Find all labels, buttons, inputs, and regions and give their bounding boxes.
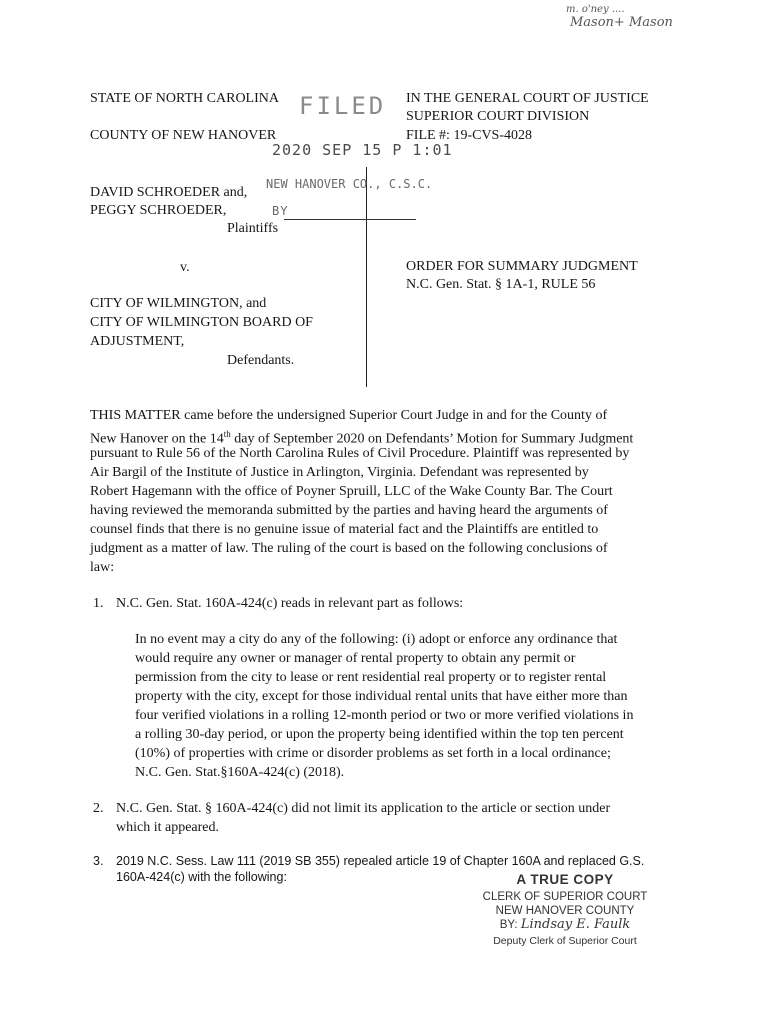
item3-line-2: 160A-424(c) with the following: <box>116 870 287 884</box>
filed-stamp-word: FILED <box>299 92 387 120</box>
caption-defendant2: CITY OF WILMINGTON BOARD OF <box>90 315 313 330</box>
item1-number: 1. <box>93 596 104 611</box>
item1-quote-line-8: N.C. Gen. Stat.§160A-424(c) (2018). <box>135 765 345 780</box>
intro-line-3: pursuant to Rule 56 of the North Carolina Rules of Civil Procedure. Plaintiff was represented by <box>90 446 630 461</box>
item1-quote-line-1: In no event may a city do any of the following: (i) adopt or enforce any ordinance that <box>135 632 618 647</box>
caption-divider-vertical <box>366 167 367 387</box>
filed-stamp-office: NEW HANOVER CO., C.S.C. <box>266 177 433 191</box>
caption-plaintiffs-label: Plaintiffs <box>227 221 279 236</box>
caption-county: COUNTY OF NEW HANOVER <box>90 128 277 143</box>
intro-line-5: Robert Hagemann with the office of Poyner Spruill, LLC of the Wake County Bar. The Court <box>90 484 613 499</box>
intro-line-8: judgment as a matter of law. The ruling of the court is based on the following conclusions of <box>90 541 608 556</box>
caption-plaintiff1: DAVID SCHROEDER and, <box>90 185 248 200</box>
caption-state: STATE OF NORTH CAROLINA <box>90 91 279 106</box>
item1-quote-line-5: four verified violations in a rolling 12-month period or two or more verified violations in <box>135 708 634 723</box>
intro-line-2: New Hanover on the 14th day of September 2020 on Defendants’ Motion for Summary Judgment <box>90 429 634 447</box>
caption-plaintiff2: PEGGY SCHROEDER, <box>90 203 227 218</box>
item2-number: 2. <box>93 801 104 816</box>
intro-line-9: law: <box>90 560 115 575</box>
item1-quote-line-7: (10%) of properties with crime or disorder problems as set forth in a local ordinance; <box>135 746 611 761</box>
item3-number: 3. <box>93 854 104 868</box>
certification-line2: NEW HANOVER COUNTY <box>495 905 635 917</box>
intro-line-1: THIS MATTER came before the undersigned Superior Court Judge in and for the County of <box>90 408 608 423</box>
filed-stamp-date: 2020 SEP 15 P 1:01 <box>272 141 453 159</box>
caption-defendants-label: Defendants. <box>227 353 295 368</box>
intro-line-7: counsel finds that there is no genuine issue of material fact and the Plaintiffs are entitled to <box>90 522 599 537</box>
intro-line-4: Air Bargil of the Institute of Justice in Arlington, Virginia. Defendant was represented by <box>90 465 589 480</box>
filed-stamp-signature-line <box>284 219 416 220</box>
item1-text: N.C. Gen. Stat. 160A-424(c) reads in relevant part as follows: <box>116 596 464 611</box>
intro-line-6: having reviewed the memoranda submitted by the parties and having heard the arguments of <box>90 503 608 518</box>
handwritten-note-line2: Mason+ Mason <box>570 15 673 30</box>
item3-line-1: 2019 N.C. Sess. Law 111 (2019 SB 355) repealed article 19 of Chapter 160A and replaced G.S. <box>116 854 645 868</box>
item2-line-1: N.C. Gen. Stat. § 160A-424(c) did not limit its application to the article or section under <box>116 801 611 816</box>
handwritten-note-line1: m. o'ney .... <box>566 4 625 15</box>
certification-signature-row: BY: Lindsay E. Faulk <box>499 917 631 932</box>
certification-signature: Lindsay E. Faulk <box>520 917 631 932</box>
caption-versus: v. <box>180 260 190 275</box>
item1-quote-line-3: permission from the city to lease or rent residential real property or to register rental <box>135 670 607 685</box>
filed-stamp-by: BY <box>272 204 289 218</box>
caption-court-line1: IN THE GENERAL COURT OF JUSTICE <box>406 91 649 106</box>
caption-court-line2: SUPERIOR COURT DIVISION <box>406 109 590 124</box>
item2-line-2: which it appeared. <box>116 820 220 835</box>
item1-quote-line-2: would require any owner or manager of rental property to obtain any permit or <box>135 651 576 666</box>
item1-quote-line-4: property with the city, except for those individual rental units that have either more than <box>135 689 628 704</box>
caption-order-statute: N.C. Gen. Stat. § 1A-1, RULE 56 <box>406 277 596 292</box>
caption-defendant3: ADJUSTMENT, <box>90 334 185 349</box>
certification-line3: Deputy Clerk of Superior Court <box>493 935 637 947</box>
caption-defendant1: CITY OF WILMINGTON, and <box>90 296 267 311</box>
caption-order-title: ORDER FOR SUMMARY JUDGMENT <box>406 259 638 274</box>
certification-line1: CLERK OF SUPERIOR COURT <box>482 891 648 903</box>
item1-quote-line-6: a rolling 30-day period, or upon the property being identified within the top ten percent <box>135 727 624 742</box>
certification-title: A TRUE COPY <box>516 872 614 887</box>
caption-file-number: FILE #: 19-CVS-4028 <box>406 128 532 143</box>
